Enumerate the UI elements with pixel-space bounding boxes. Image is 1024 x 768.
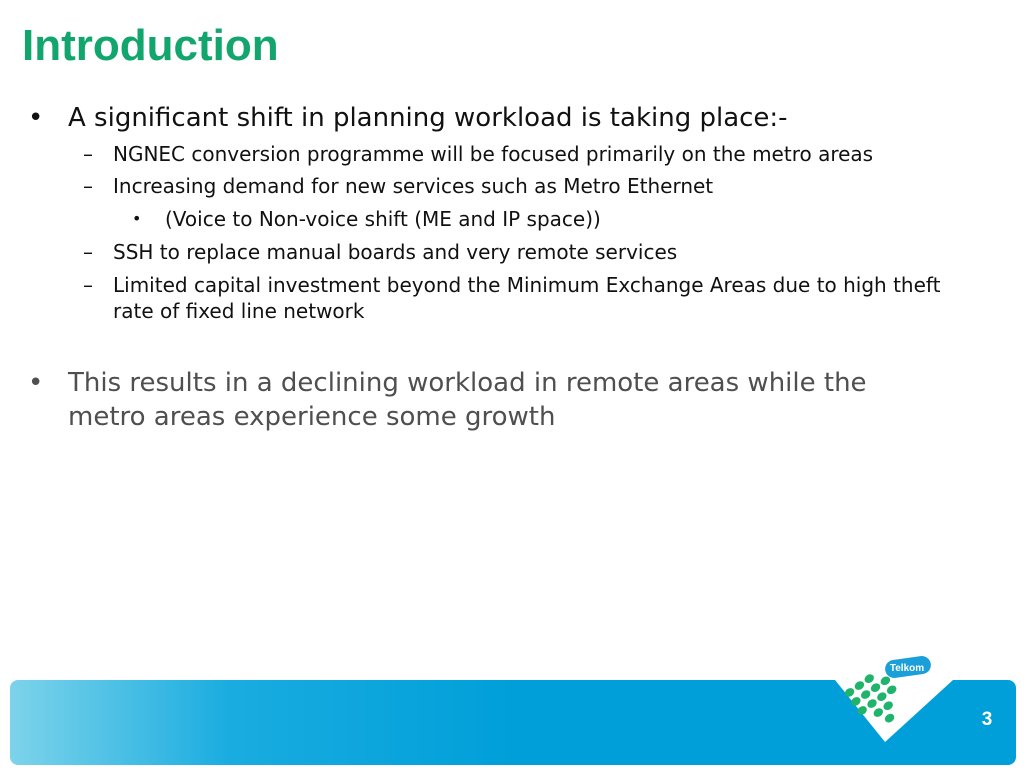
bullet-marker: •: [132, 209, 142, 228]
bullet-text: A significant shift in planning workload is taking place:-: [68, 103, 788, 133]
bullet-marker: •: [28, 103, 44, 133]
sub-bullet-text: Limited capital investment beyond the Minimum Exchange Areas due to high theft rate of fixed line network: [113, 273, 941, 323]
sub-sub-bullet-text: (Voice to Non-voice shift (ME and IP space)): [165, 207, 601, 231]
slide-title: Introduction: [22, 21, 279, 70]
svg-text:Telkom: Telkom: [889, 663, 925, 674]
page-number: 3: [981, 709, 993, 730]
sub-bullet-text: SSH to replace manual boards and very remote services: [113, 240, 678, 264]
dash-marker: –: [83, 174, 93, 198]
bullet-marker: •: [28, 368, 44, 398]
sub-bullet-text: NGNEC conversion programme will be focused primarily on the metro areas: [113, 142, 874, 166]
dash-marker: –: [83, 240, 93, 264]
dash-marker: –: [83, 273, 93, 297]
bullet-text: This results in a declining workload in remote areas while the metro areas experience some growth: [68, 368, 867, 432]
dash-marker: –: [83, 142, 93, 166]
sub-bullet-text: Increasing demand for new services such as Metro Ethernet: [113, 174, 714, 198]
telkom-logo-icon: [833, 640, 955, 744]
